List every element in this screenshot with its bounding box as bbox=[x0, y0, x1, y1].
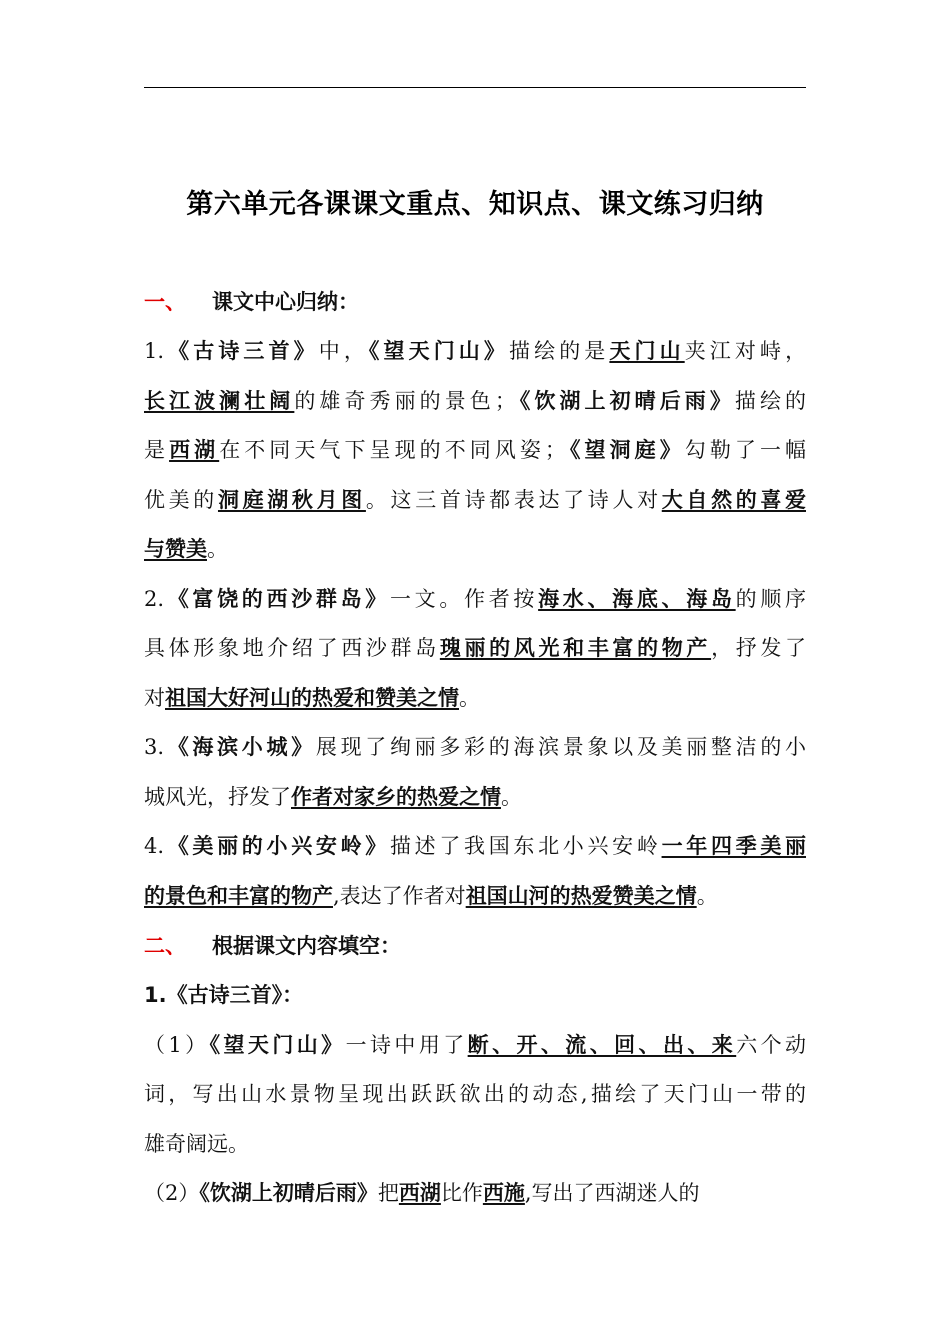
text-run: 描述了我国东北小兴安岭 bbox=[389, 834, 662, 858]
answer-keyword: 祖国大好河山的热爱和赞美之情 bbox=[165, 685, 459, 710]
text-run: （1） bbox=[144, 1032, 210, 1057]
section-1-content bbox=[144, 327, 806, 921]
text-run: 城风光，抒发了 bbox=[144, 784, 291, 809]
answer-keyword: 与赞美 bbox=[144, 537, 207, 561]
text-line bbox=[144, 575, 806, 625]
text-run: 夹江对峙， bbox=[684, 339, 806, 363]
text-run: 雄奇阔远。 bbox=[144, 1131, 249, 1156]
text-line bbox=[144, 1120, 806, 1170]
text-run: 在不同天气下呈现的不同风姿； bbox=[219, 438, 566, 462]
text-line bbox=[144, 1021, 806, 1071]
text-run: 对 bbox=[144, 685, 165, 710]
section-heading-2 bbox=[144, 921, 806, 971]
text-run: 。 bbox=[501, 784, 522, 809]
answer-keyword: 作者对家乡的热爱之情 bbox=[291, 784, 501, 809]
answer-keyword: 海水、海底、海岛 bbox=[538, 586, 736, 611]
text-run: ,写出了西湖迷人的 bbox=[524, 1181, 700, 1205]
answer-keyword: 大自然的喜爱 bbox=[661, 487, 806, 512]
lesson-title: 《饮湖上初晴后雨》 bbox=[515, 388, 735, 413]
text-run: 4. bbox=[144, 834, 165, 858]
page-title: 第六单元各课课文重点、知识点、课文练习归纳 bbox=[186, 189, 764, 220]
text-run: 是 bbox=[144, 438, 170, 462]
section-heading-1 bbox=[144, 277, 806, 327]
text-run: 3. bbox=[144, 735, 165, 759]
text-line bbox=[144, 377, 806, 427]
text-run: 一文。作者按 bbox=[389, 586, 539, 611]
text-run: 。 bbox=[207, 537, 228, 561]
text-run: ，抒发了 bbox=[711, 636, 806, 660]
answer-keyword: 祖国山河的热爱赞美之情 bbox=[465, 883, 697, 908]
answer-keyword: 洞庭湖秋月图 bbox=[217, 487, 366, 512]
text-line bbox=[144, 1169, 806, 1219]
text-run: 描绘的 bbox=[734, 388, 806, 413]
lesson-title: 《望天门山》 bbox=[209, 1032, 346, 1057]
answer-keyword: 的景色和丰富的物产 bbox=[144, 883, 333, 908]
text-run: （2） bbox=[144, 1181, 200, 1205]
text-run: 把 bbox=[377, 1181, 399, 1205]
lesson-title: 《美丽的小兴安岭》 bbox=[164, 834, 390, 858]
text-run: 词，写出山水景物呈现出跃跃欲出的动态,描绘了天门山一带的 bbox=[144, 1082, 806, 1106]
text-run: 的顺序 bbox=[735, 586, 806, 611]
text-run: 。 bbox=[696, 883, 718, 908]
lesson-title: 《饮湖上初晴后雨》 bbox=[199, 1181, 378, 1205]
text-run: 。 bbox=[459, 685, 480, 710]
section-number: 一、 bbox=[144, 290, 186, 314]
text-run: 六个动 bbox=[736, 1032, 806, 1057]
document-body bbox=[144, 277, 806, 1219]
text-run: 1. bbox=[144, 339, 165, 363]
text-run: 。这三首诗都表达了诗人对 bbox=[365, 487, 662, 512]
text-line bbox=[144, 1070, 806, 1120]
answer-keyword: 西湖 bbox=[398, 1181, 441, 1205]
section-number: 二、 bbox=[144, 934, 186, 958]
answer-keyword: 西施 bbox=[482, 1181, 525, 1205]
answer-keyword: 西湖 bbox=[169, 438, 220, 462]
text-line bbox=[144, 624, 806, 674]
lesson-title: 《古诗三首》 bbox=[164, 339, 319, 363]
lesson-title: 《望洞庭》 bbox=[565, 438, 685, 462]
text-line bbox=[144, 525, 806, 575]
lesson-title: 《富饶的西沙群岛》 bbox=[164, 586, 390, 611]
text-line bbox=[144, 426, 806, 476]
answer-keyword: 长江波澜壮阔 bbox=[144, 388, 295, 413]
text-run: 展现了绚丽多彩的海滨景象以及美丽整洁的小 bbox=[315, 735, 806, 759]
text-line bbox=[144, 476, 806, 526]
section-title: 课文中心归纳： bbox=[212, 290, 359, 314]
lesson-title: 《海滨小城》 bbox=[164, 735, 316, 759]
text-run: 描绘的是 bbox=[509, 339, 610, 363]
text-run: ,表达了作者对 bbox=[333, 883, 466, 908]
text-run: 比作 bbox=[440, 1181, 483, 1205]
text-run: 中， bbox=[318, 339, 369, 363]
text-run: 具体形象地介绍了西沙群岛 bbox=[144, 636, 440, 660]
text-run: 2. bbox=[144, 586, 165, 611]
text-line bbox=[144, 327, 806, 377]
subsection-title: 1.《古诗三首》： bbox=[144, 983, 304, 1007]
text-run: 勾勒了一幅 bbox=[684, 438, 806, 462]
text-run: 一诗中用了 bbox=[345, 1032, 468, 1057]
header-rule bbox=[144, 87, 806, 88]
text-run: 优美的 bbox=[144, 487, 218, 512]
text-run: 的雄奇秀丽的景色； bbox=[294, 388, 516, 413]
lesson-title: 《望天门山》 bbox=[368, 339, 509, 363]
text-line bbox=[144, 723, 806, 773]
text-line bbox=[144, 674, 806, 724]
text-line bbox=[144, 872, 806, 922]
section-2-content bbox=[144, 1021, 806, 1219]
answer-keyword: 一年四季美丽 bbox=[661, 834, 806, 858]
text-line bbox=[144, 773, 806, 823]
section-title: 根据课文内容填空： bbox=[212, 934, 401, 958]
answer-keyword: 天门山 bbox=[609, 339, 685, 363]
answer-keyword: 断、开、流、回、出、来 bbox=[467, 1032, 737, 1057]
answer-keyword: 瑰丽的风光和丰富的物产 bbox=[439, 636, 712, 660]
text-line bbox=[144, 822, 806, 872]
